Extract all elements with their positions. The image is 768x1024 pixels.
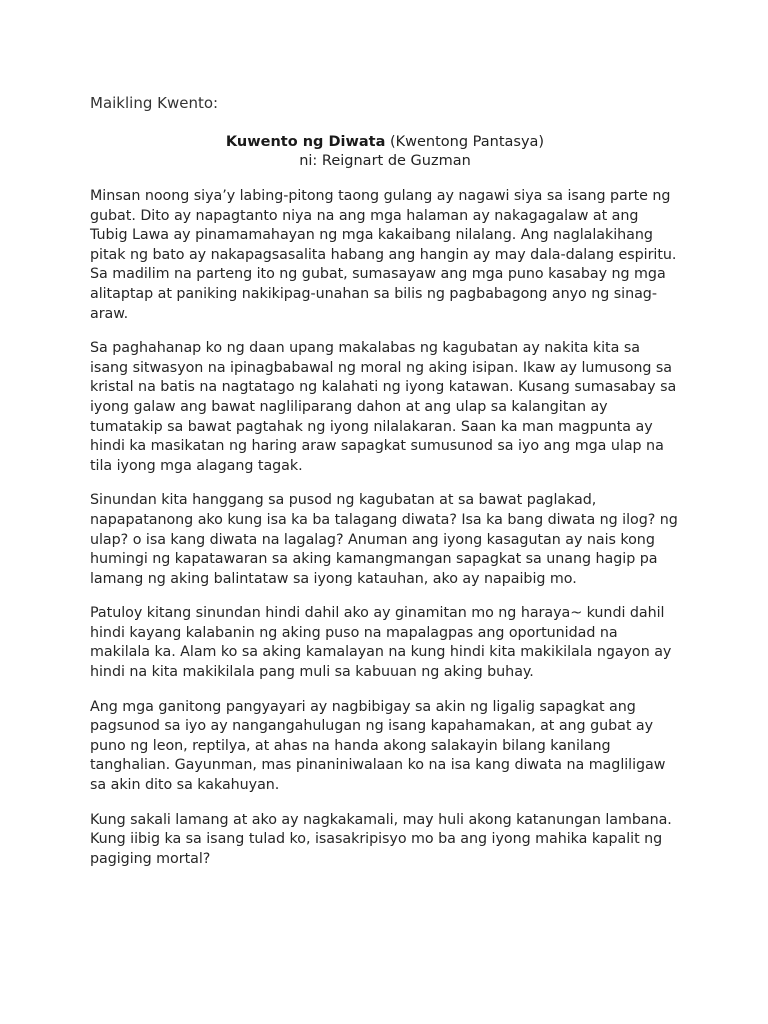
paragraph-6: Kung sakali lamang at ako ay nagkakamali, may huli akong katanungan lambana. Kung iibig ka sa isang tulad ko, isasakripisyo mo ba ang iyong mahika kapalit ng pagiging mortal? xyxy=(90,811,672,867)
paragraph-2: Sa paghahanap ko ng daan upang makalabas ng kagubatan ay nakita kita sa isang sitwasyon na ipinagbabawal ng moral ng aking isipan. Ikaw ay lumusong sa kristal na batis na nagtatago ng kalahati ng iyong katawan. Kusang sumasabay sa iyong galaw ang bawat nagliliparang dahon at ang ulap sa kalangitan ay tumatakip sa bawat pagtahak ng iyong nilalakaran. Saan ka man magpunta ay hindi ka masikatan ng haring araw sapagkat sumusunod sa iyo ang mga ulap na tila iyong mga alagang tagak. xyxy=(90,340,677,474)
story-byline: ni: Reignart de Guzman xyxy=(299,153,471,169)
story-genre: (Kwentong Pantasya) xyxy=(389,134,545,150)
story-header xyxy=(90,133,680,171)
title-line xyxy=(90,133,680,152)
paragraph-5: Ang mga ganitong pangyayari ay nagbibigay sa akin ng ligalig sapagkat ang pagsunod sa iyo ay nangangahulugan ng isang kapahamakan, at ang gubat ay puno ng leon, reptilya, at ahas na handa akong salakayin bilang kanilang tanghalian. Gayunman, mas pinaniniwalaan ko na isa kang diwata na magliligaw sa akin dito sa kakahuyan. xyxy=(90,698,666,794)
paragraph-1: Minsan noong siya’y labing-pitong taong gulang ay nagawi siya sa isang parte ng gubat. Dito ay napagtanto niya na ang mga halaman ay nakagagalaw at ang Tubig Lawa ay pinamamahayan ng mga kakaibang nilalang. Ang naglalakihang pitak ng bato ay nakapagsasalita habang ang hangin ay may dala-dalang espiritu. Sa madilim na parteng ito ng gubat, sumasayaw ang mga puno kasabay ng mga alitaptap at paniking nakikipag-unahan sa bilis ng pagbabagong anyo ng sinag-araw. xyxy=(90,188,677,322)
paragraph-4: Patuloy kitang sinundan hindi dahil ako ay ginamitan mo ng haraya~ kundi dahil hindi kayang kalabanin ng aking puso na mapalagpas ang oportunidad na makilala ka. Alam ko sa aking kamalayan na kung hindi kita makikilala ngayon ay hindi na kita makikilala pang muli sa kabuuan ng aking buhay. xyxy=(90,605,672,681)
document-page xyxy=(90,93,680,884)
document-label: Maikling Kwento: xyxy=(90,94,219,112)
story-title: Kuwento ng Diwata xyxy=(225,134,386,150)
paragraph-3: Sinundan kita hanggang sa pusod ng kagubatan at sa bawat paglakad, napapatanong ako kung isa ka ba talagang diwata? Isa ka bang diwata ng ilog? ng ulap? o isa kang diwata na lagalag? Anuman ang iyong kasagutan ay nais kong humingi ng kapatawaran sa aking kamangmangan sapagkat sa unang hagip pa lamang ng aking balintataw sa iyong katauhan, ako ay napaibig mo. xyxy=(90,492,678,587)
